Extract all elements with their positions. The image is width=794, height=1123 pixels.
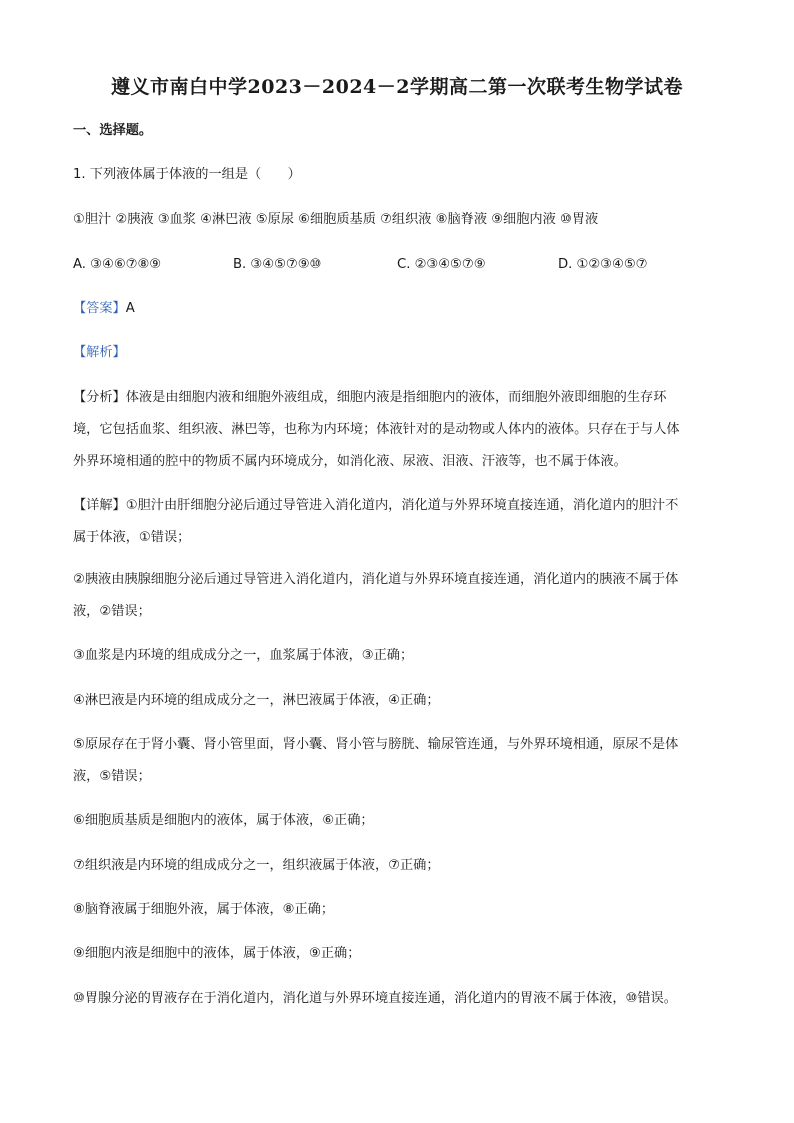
fenxi-line-3: 外界环境相通的腔中的物质不属内环境成分，如消化液、尿液、泪液、汗液等，也不属于体液。 bbox=[73, 454, 627, 469]
analysis-label: 【解析】 bbox=[73, 345, 126, 360]
xiangjie-p1-line-2: 属于体液，①错误； bbox=[73, 530, 191, 545]
option-c: C. ②③④⑤⑦⑨ bbox=[397, 257, 486, 272]
xiangjie-text-1: ①胆汁由肝细胞分泌后通过导管进入消化道内，消化道与外界环境直接连通，消化道内的胆汁不 bbox=[125, 498, 679, 513]
option-a: A. ③④⑥⑦⑧⑨ bbox=[73, 257, 162, 272]
xiangjie-line-1 bbox=[73, 496, 678, 516]
fenxi-text-1: 体液是由细胞内液和细胞外液组成，细胞内液是指细胞内的液体，而细胞外液即细胞的生存环 bbox=[125, 390, 667, 405]
exam-title: 遵义市南白中学2023－2024－2学期高二第一次联考生物学试卷 bbox=[111, 76, 683, 98]
xiangjie-p3: ③血浆是内环境的组成成分之一，血浆属于体液，③正确； bbox=[73, 648, 414, 663]
xiangjie-p7: ⑦组织液是内环境的组成成分之一，组织液属于体液，⑦正确； bbox=[73, 858, 440, 873]
option-b: B. ③④⑤⑦⑨⑩ bbox=[233, 257, 322, 272]
section-heading: 一、选择题。 bbox=[73, 123, 153, 138]
xiangjie-p5-line-1: ⑤原尿存在于肾小囊、肾小管里面，肾小囊、肾小管与膀胱、输尿管连通，与外界环境相通，原尿不是体 bbox=[73, 737, 679, 752]
xiangjie-p5-line-2: 液，⑤错误； bbox=[73, 769, 151, 784]
xiangjie-label: 【详解】 bbox=[73, 498, 126, 513]
answer-line bbox=[73, 299, 135, 319]
question-items: ①胆汁 ②胰液 ③血浆 ④淋巴液 ⑤原尿 ⑥细胞质基质 ⑦组织液 ⑧脑脊液 ⑨细胞内液 ⑩胃液 bbox=[73, 212, 599, 227]
fenxi-line-2: 境，它包括血浆、组织液、淋巴等，也称为内环境；体液针对的是动物或人体内的液体。只存在于与人体 bbox=[73, 422, 680, 437]
analysis-heading bbox=[73, 343, 126, 363]
answer-label: 【答案】 bbox=[73, 301, 126, 316]
answer-value: A bbox=[125, 301, 135, 316]
fenxi-label: 【分析】 bbox=[73, 390, 126, 405]
xiangjie-p2-line-2: 液，②错误； bbox=[73, 604, 151, 619]
option-d: D. ①②③④⑤⑦ bbox=[558, 257, 648, 272]
xiangjie-p4: ④淋巴液是内环境的组成成分之一，淋巴液属于体液，④正确； bbox=[73, 693, 440, 708]
fenxi-line-1 bbox=[73, 388, 666, 408]
xiangjie-p6: ⑥细胞质基质是细胞内的液体，属于体液，⑥正确； bbox=[73, 813, 374, 828]
xiangjie-p9: ⑨细胞内液是细胞中的液体，属于体液，⑨正确； bbox=[73, 946, 361, 961]
xiangjie-p8: ⑧脑脊液属于细胞外液，属于体液，⑧正确； bbox=[73, 902, 335, 917]
xiangjie-p2-line-1: ②胰液由胰腺细胞分泌后通过导管进入消化道内，消化道与外界环境直接连通，消化道内的胰液不属于体 bbox=[73, 572, 679, 587]
xiangjie-p10: ⑩胃腺分泌的胃液存在于消化道内，消化道与外界环境直接连通，消化道内的胃液不属于体液，⑩错误。 bbox=[73, 991, 677, 1006]
question-stem: 1. 下列液体属于体液的一组是（ ） bbox=[73, 167, 301, 182]
